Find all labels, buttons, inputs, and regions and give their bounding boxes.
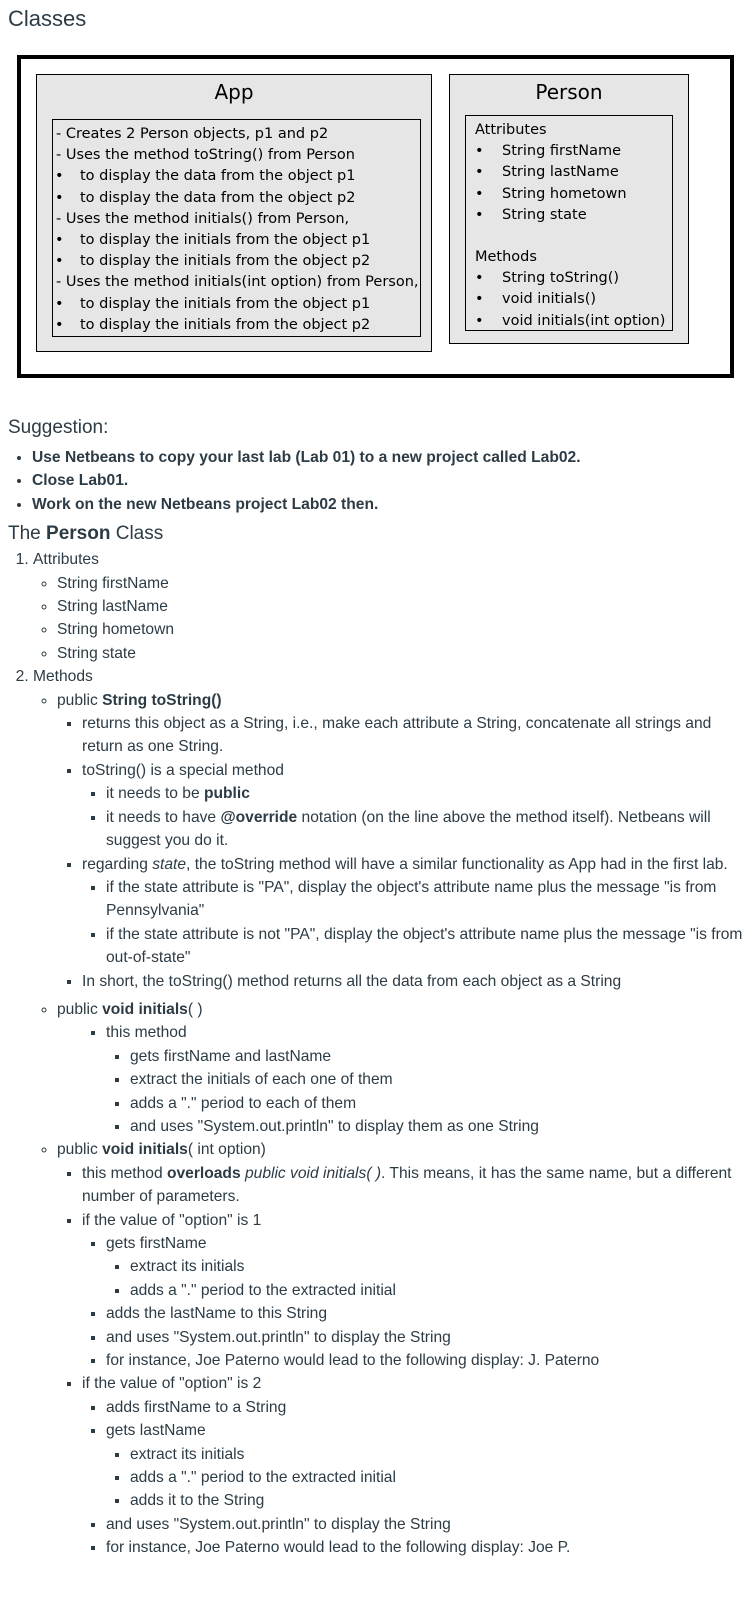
- attribute-item: • String lastName: [475, 162, 672, 183]
- app-line: • to display the initials from the object p2: [53, 315, 420, 336]
- outline-item: ▪ returns this object as a String, i.e., make each attribute a String, concatenate all strings and return as one String.: [82, 712, 753, 759]
- attribute-item: ◦ String lastName: [57, 595, 753, 618]
- outline-item: ▪ adds the lastName to this String: [106, 1302, 753, 1325]
- tostring-method: ◦ public String toString() ▪ returns this object as a String, i.e., make each attribute a String, concatenate all strings and return as one String. ▪ toString() is a special method ▪ it needs to be public ▪ it needs to have @override notation (on the line above the method itself). Netbeans will suggest you do it. ▪ regarding state, the toString method will have a similar functionality as App had in the first lab. ▪ if the state attribute is "PA", display the object's attribute name plus the message "is from Pennsylvania" ▪ if the state attribute is not "PA", display the object's attribute name plus the message "is from out-of-state" ▪ In short, the toString() method returns all the data from each object as a String: [57, 689, 753, 993]
- outline-item: ▪ for instance, Joe Paterno would lead to the following display: J. Paterno: [106, 1349, 753, 1372]
- class-diagram: [17, 55, 734, 378]
- outline-item: ▪ if the value of "option" is 2 ▪ adds firstName to a String ▪ gets lastName ▪ extract its initials ▪ adds a "." period to the extracted initial ▪ adds it to the String ▪ and uses "System.out.println" to display the String ▪ for instance, Joe Paterno would lead to the following display: Joe P.: [82, 1372, 753, 1559]
- app-line: • to display the data from the object p2: [53, 188, 420, 209]
- method-item: • void initials(): [475, 289, 672, 310]
- outline-item: ▪ gets firstName and lastName: [130, 1045, 753, 1068]
- app-line: • to display the initials from the object p2: [53, 251, 420, 272]
- suggestion-item: • Use Netbeans to copy your last lab (Lab 01) to a new project called Lab02.: [32, 446, 753, 469]
- lab-instructions: [0, 414, 753, 1560]
- app-line: • to display the initials from the object p1: [53, 230, 420, 251]
- outline-item: ▪ and uses "System.out.println" to display them as one String: [130, 1115, 753, 1138]
- method-item: • String toString(): [475, 268, 672, 289]
- outline-item: ▪ extract its initials: [130, 1255, 753, 1278]
- outline-item: ▪ if the state attribute is not "PA", display the object's attribute name plus the message "is from out-of-state": [106, 923, 753, 970]
- attributes-label: Attributes: [475, 122, 547, 138]
- outline-item: ▪ extract its initials: [130, 1443, 753, 1466]
- method-item: • void initials(int option): [475, 311, 672, 332]
- person-class-title: Person: [535, 80, 603, 104]
- attribute-item: • String hometown: [475, 184, 672, 205]
- person-class-outline: [0, 548, 753, 1559]
- app-line: - Uses the method toString() from Person: [56, 147, 355, 164]
- app-class-title: App: [214, 80, 254, 104]
- attribute-item: ◦ String firstName: [57, 572, 753, 595]
- outline-item: ▪ regarding state, the toString method will have a similar functionality as App had in the first lab. ▪ if the state attribute is "PA", display the object's attribute name plus the message "is from Pennsylvania" ▪ if the state attribute is not "PA", display the object's attribute name plus the message "is from out-of-state": [82, 853, 753, 970]
- attribute-item: • String firstName: [475, 141, 672, 162]
- person-members: [465, 115, 673, 331]
- outline-item: ▪ for instance, Joe Paterno would lead to the following display: Joe P.: [106, 1536, 753, 1559]
- outline-item: ▪ and uses "System.out.println" to display the String: [106, 1326, 753, 1349]
- outline-item: ▪ extract the initials of each one of them: [130, 1068, 753, 1091]
- outline-item: ▪ if the state attribute is "PA", display the object's attribute name plus the message "is from Pennsylvania": [106, 876, 753, 923]
- outline-item: ▪ if the value of "option" is 1 ▪ gets firstName ▪ extract its initials ▪ adds a "." period to the extracted initial ▪ adds the lastName to this String ▪ and uses "System.out.println" to display the String ▪ for instance, Joe Paterno would lead to the following display: J. Paterno: [82, 1209, 753, 1373]
- attribute-item: ◦ String hometown: [57, 618, 753, 641]
- methods-section: 2. Methods ◦ public String toString() ▪ returns this object as a String, i.e., make each attribute a String, concatenate all strings and return as one String. ▪ toString() is a special method ▪ it needs to be public ▪ it needs to have @override notation (on the line above the method itself). Netbeans will suggest you do it. ▪ regarding state, the toString method will have a similar functionality as App had in the first lab. ▪ if the state attribute is "PA", display the object's attribute name plus the message "is from Pennsylvania" ▪ if the state attribute is not "PA", display the object's attribute name plus the message "is from out-of-state" ▪ In short, the toString() method returns all the data from each object as a String ◦ public void initials( ) ▪ this method ▪ gets firstName and lastName ▪ extract the initials of each one of them ▪ adds a "." period to each of them ▪ and uses "System.out.println" to display them as one String ◦ public void initials( int option) ▪ this method overloads public void initials( ). This means, it has the same name, but a different number of parameters. ▪ if the value of "option" is 1 ▪ gets firstName ▪ extract its initials ▪ adds a "." period to the extracted initial ▪ adds the lastName to this String ▪ and uses "System.out.println" to display the String ▪ for instance, Joe Paterno would lead to the following display: J. Paterno ▪ if the value of "option" is 2 ▪ adds firstName to a String ▪ gets lastName ▪ extract its initials ▪ adds a "." period to the extracted initial ▪ adds it to the String ▪ and uses "System.out.println" to display the String ▪ for instance, Joe Paterno would lead to the following display: Joe P.: [33, 665, 753, 1559]
- outline-item: ▪ adds a "." period to the extracted initial: [130, 1279, 753, 1302]
- initials-method: ◦ public void initials( ) ▪ this method ▪ gets firstName and lastName ▪ extract the initials of each one of them ▪ adds a "." period to each of them ▪ and uses "System.out.println" to display them as one String: [57, 998, 753, 1138]
- outline-item: ▪ toString() is a special method ▪ it needs to be public ▪ it needs to have @override notation (on the line above the method itself). Netbeans will suggest you do it.: [82, 759, 753, 853]
- initials-option-method: ◦ public void initials( int option) ▪ this method overloads public void initials( ). This means, it has the same name, but a different number of parameters. ▪ if the value of "option" is 1 ▪ gets firstName ▪ extract its initials ▪ adds a "." period to the extracted initial ▪ adds the lastName to this String ▪ and uses "System.out.println" to display the String ▪ for instance, Joe Paterno would lead to the following display: J. Paterno ▪ if the value of "option" is 2 ▪ adds firstName to a String ▪ gets lastName ▪ extract its initials ▪ adds a "." period to the extracted initial ▪ adds it to the String ▪ and uses "System.out.println" to display the String ▪ for instance, Joe Paterno would lead to the following display: Joe P.: [57, 1138, 753, 1559]
- outline-item: ▪ adds a "." period to the extracted initial: [130, 1466, 753, 1489]
- outline-item: ▪ adds a "." period to each of them: [130, 1092, 753, 1115]
- suggestion-list: [0, 446, 753, 516]
- suggestion-item: • Work on the new Netbeans project Lab02 then.: [32, 493, 753, 516]
- app-line: - Uses the method initials(int option) from Person,: [56, 274, 419, 291]
- outline-item: ▪ this method overloads public void initials( ). This means, it has the same name, but a different number of parameters.: [82, 1162, 753, 1209]
- outline-item: ▪ adds firstName to a String: [106, 1396, 753, 1419]
- person-class-heading: The Person Class: [8, 523, 164, 545]
- app-line: - Creates 2 Person objects, p1 and p2: [56, 126, 329, 142]
- outline-item: ▪ this method ▪ gets firstName and lastName ▪ extract the initials of each one of them ▪ adds a "." period to each of them ▪ and uses "System.out.println" to display them as one String: [106, 1021, 753, 1138]
- outline-item: ▪ In short, the toString() method returns all the data from each object as a String: [82, 970, 753, 993]
- outline-item: ▪ and uses "System.out.println" to display the String: [106, 1513, 753, 1536]
- attributes-section: 1. Attributes ◦ String firstName ◦ String lastName ◦ String hometown ◦ String state: [33, 548, 753, 665]
- app-line: • to display the initials from the object p1: [53, 294, 420, 315]
- outline-item: ▪ gets lastName ▪ extract its initials ▪ adds a "." period to the extracted initial ▪ adds it to the String: [106, 1419, 753, 1513]
- attribute-item: • String state: [475, 205, 672, 226]
- app-line: • to display the data from the object p1: [53, 166, 420, 187]
- outline-item: ▪ gets firstName ▪ extract its initials ▪ adds a "." period to the extracted initial: [106, 1232, 753, 1302]
- attribute-item: ◦ String state: [57, 642, 753, 665]
- outline-item: ▪ it needs to have @override notation (on the line above the method itself). Netbeans will suggest you do it.: [106, 806, 753, 853]
- person-class-box: [449, 74, 689, 344]
- outline-item: ▪ it needs to be public: [106, 782, 753, 805]
- methods-label: Methods: [475, 249, 537, 266]
- suggestion-item: • Close Lab01.: [32, 469, 753, 492]
- suggestion-heading: Suggestion:: [8, 417, 109, 438]
- app-description: [52, 119, 421, 337]
- app-class-box: [36, 74, 432, 352]
- app-line: - Uses the method initials() from Person,: [56, 210, 350, 227]
- outline-item: ▪ adds it to the String: [130, 1489, 753, 1512]
- page-heading: Classes: [8, 6, 87, 31]
